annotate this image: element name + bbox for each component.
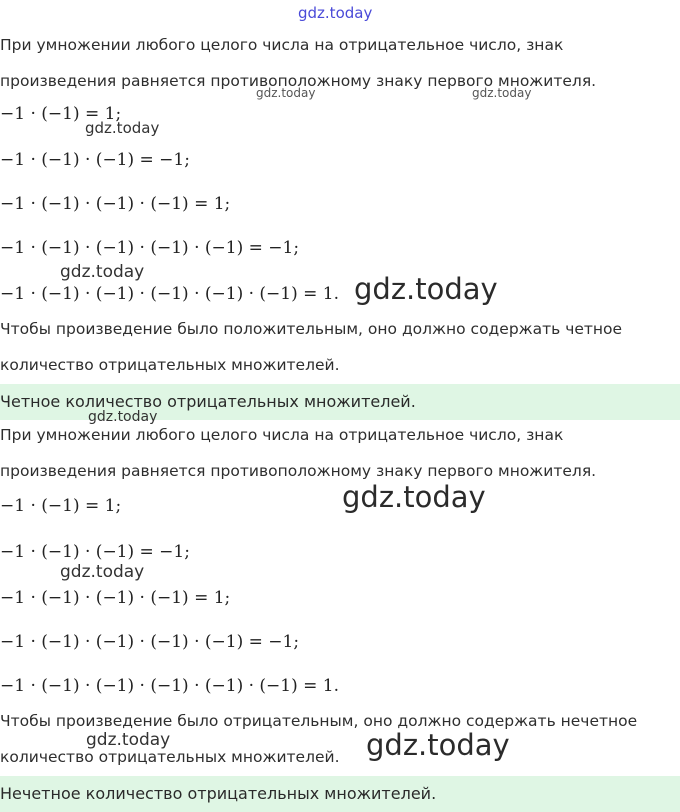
section2-conclusion-line2: количество отрицательных множителей. [0,748,340,766]
section1-conclusion-line2: количество отрицательных множителей. [0,356,340,374]
section1-equation-3: −1 · (−1) · (−1) · (−1) = 1; [0,194,231,214]
watermark-small-2: gdz.today [472,86,532,100]
section2-equation-2: −1 · (−1) · (−1) = −1; [0,542,190,562]
section2-rule-line2: произведения равняется противоположному знаку первого множителя. [0,462,597,480]
section1-answer: Четное количество отрицательных множителей. [0,392,416,411]
watermark-big-1: gdz.today [354,272,498,306]
watermark-small-1: gdz.today [256,86,316,100]
section1-rule-line1: При умножении любого целого числа на отрицательное число, знак [0,36,564,54]
section1-equation-5: −1 · (−1) · (−1) · (−1) · (−1) · (−1) = 1. [0,284,340,304]
section1-equation-2: −1 · (−1) · (−1) = −1; [0,150,190,170]
section2-equation-1: −1 · (−1) = 1; [0,496,122,516]
section1-conclusion-line1: Чтобы произведение было положительным, оно должно содержать четное [0,320,623,338]
watermark-big-2: gdz.today [342,480,486,514]
watermark-mid-5: gdz.today [86,730,171,750]
watermark-big-3: gdz.today [366,728,510,762]
section1-rule-line2: произведения равняется противоположному знаку первого множителя. [0,72,597,90]
watermark-mid-4: gdz.today [60,562,145,582]
section2-equation-4: −1 · (−1) · (−1) · (−1) · (−1) = −1; [0,632,300,652]
watermark-mid-1: gdz.today [85,119,160,137]
watermark-mid-2: gdz.today [60,262,145,282]
section1-equation-1: −1 · (−1) = 1; [0,104,122,124]
watermark-top: gdz.today [298,4,373,22]
watermark-mid-3: gdz.today [88,409,158,425]
section2-equation-3: −1 · (−1) · (−1) · (−1) = 1; [0,588,231,608]
section2-equation-5: −1 · (−1) · (−1) · (−1) · (−1) · (−1) = 1. [0,676,340,696]
section2-conclusion-line1: Чтобы произведение было отрицательным, оно должно содержать нечетное [0,712,638,730]
section2-answer-box [0,776,680,812]
section2-answer: Нечетное количество отрицательных множителей. [0,784,437,803]
section2-rule-line1: При умножении любого целого числа на отрицательное число, знак [0,426,564,444]
section1-equation-4: −1 · (−1) · (−1) · (−1) · (−1) = −1; [0,238,300,258]
